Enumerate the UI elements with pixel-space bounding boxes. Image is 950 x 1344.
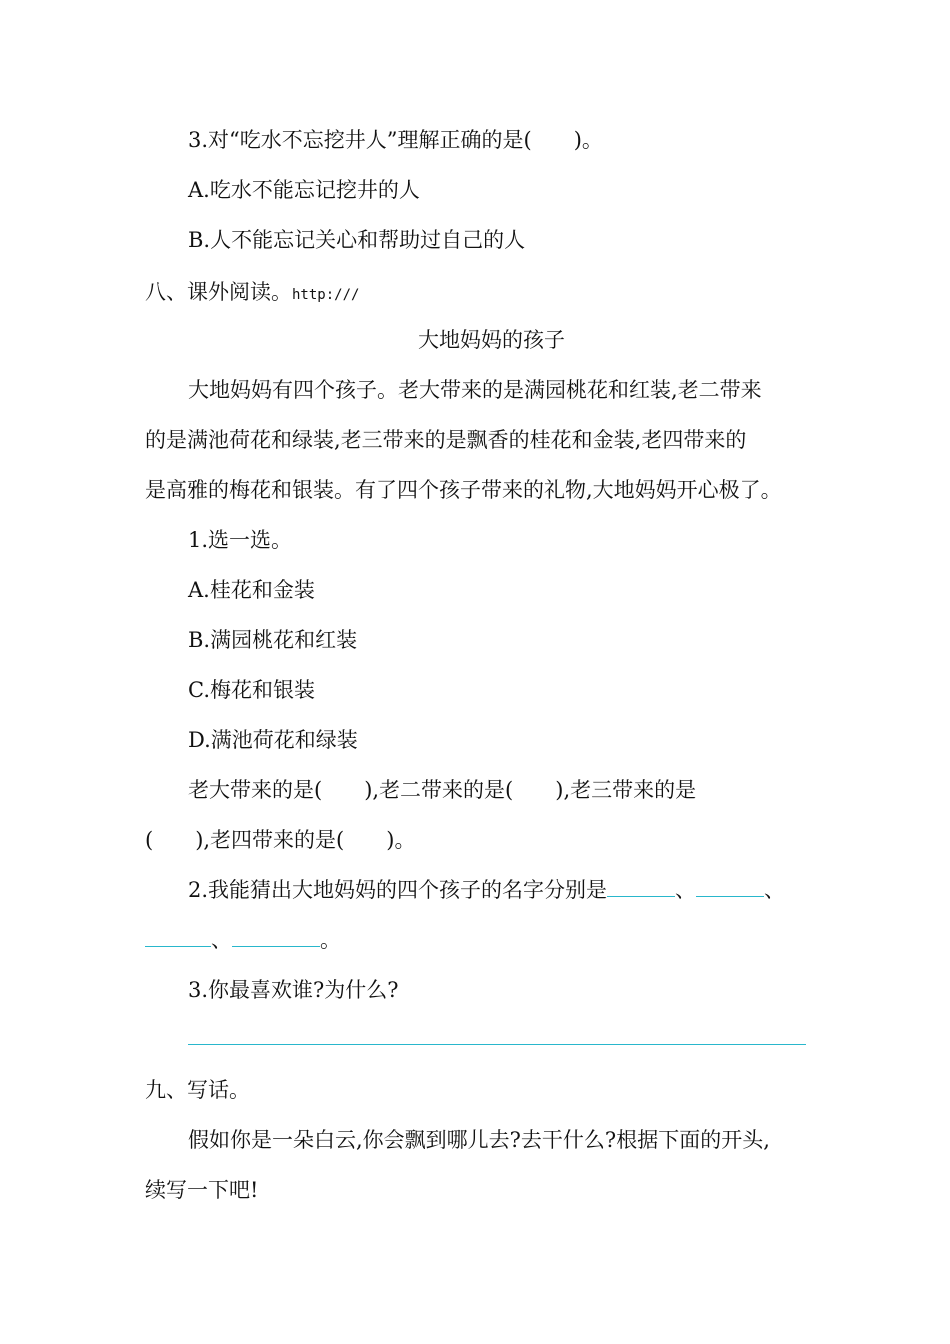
separator: 、 [764, 878, 786, 902]
question-7-3: 3.对“吃水不忘挖井人”理解正确的是( )。 [188, 128, 603, 152]
question-8-2-text: 2.我能猜出大地妈妈的四个孩子的名字分别是 [188, 878, 608, 902]
answer-blank-3[interactable] [145, 926, 211, 947]
section-8-heading [145, 278, 359, 309]
option-c: C.梅花和银装 [188, 678, 315, 702]
story-paragraph-line-2: 的是满池荷花和绿装,老三带来的是飘香的桂花和金装,老四带来的 [145, 428, 747, 452]
separator: 、 [211, 928, 232, 952]
question-8-2 [188, 876, 785, 904]
writing-prompt-line-2: 续写一下吧! [145, 1178, 259, 1202]
option-a: A.吃水不能忘记挖井的人 [188, 178, 420, 202]
writing-prompt-line-1: 假如你是一朵白云,你会飘到哪儿去?去干什么?根据下面的开头, [188, 1128, 770, 1152]
story-paragraph-line-3: 是高雅的梅花和银装。有了四个孩子带来的礼物,大地妈妈开心极了。 [145, 478, 782, 502]
question-8-3: 3.你最喜欢谁?为什么? [188, 978, 399, 1002]
option-d: D.满池荷花和绿装 [188, 728, 358, 752]
option-b: B.满园桃花和红装 [188, 628, 358, 652]
section-8-url: http:/// [292, 287, 360, 303]
story-title: 大地妈妈的孩子 [418, 328, 565, 352]
question-8-1: 1.选一选。 [188, 528, 293, 552]
section-9-heading: 九、写话。 [145, 1078, 250, 1102]
end-mark: 。 [320, 928, 341, 952]
answer-blank-1[interactable] [607, 876, 675, 897]
option-b: B.人不能忘记关心和帮助过自己的人 [188, 228, 526, 252]
story-paragraph-line-1: 大地妈妈有四个孩子。老大带来的是满园桃花和红装,老二带来 [188, 378, 762, 402]
answer-blank-4[interactable] [232, 926, 320, 947]
answer-line[interactable] [188, 1044, 806, 1045]
separator: 、 [675, 878, 697, 902]
section-8-title: 八、课外阅读。 [145, 280, 292, 304]
question-8-2-cont [145, 926, 341, 954]
answer-blank-2[interactable] [696, 876, 764, 897]
fill-line-2: ( ),老四带来的是( )。 [145, 828, 416, 852]
fill-line-1: 老大带来的是( ),老二带来的是( ),老三带来的是 [188, 778, 697, 802]
option-a: A.桂花和金装 [188, 578, 315, 602]
